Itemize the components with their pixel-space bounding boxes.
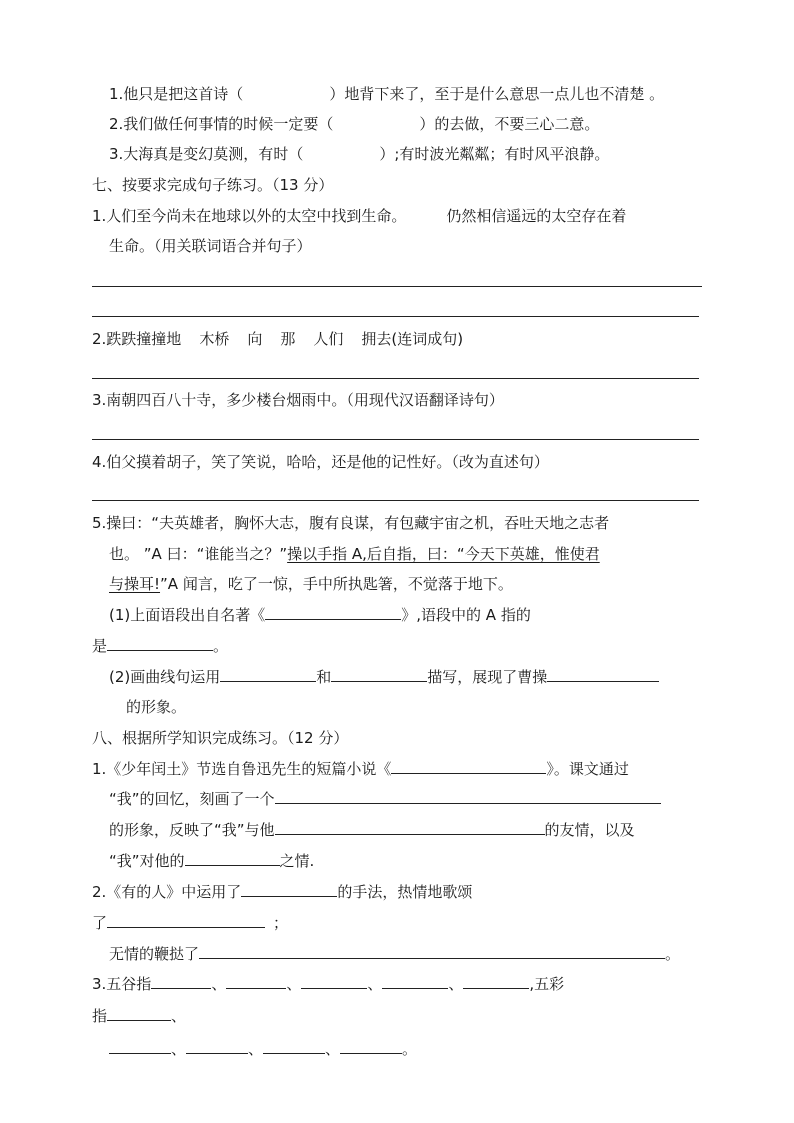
s8-q1-novel-blank[interactable] — [391, 759, 546, 774]
s8-q3-separator: 、 — [171, 1040, 187, 1058]
s8-q1-text-e: 的友情，以及 — [544, 821, 635, 839]
s7-q5-sub2 — [109, 667, 659, 687]
s8-q3-grain-blank-5[interactable] — [463, 974, 529, 989]
s7-q5-sub1-text-a: (1)上面语段出自名著《 — [109, 606, 266, 624]
s8-q3-color-blank-1[interactable] — [107, 1006, 171, 1021]
s7-q5-sub2-text-c: 描写，展现了曹操 — [427, 668, 548, 686]
s8-q2-text-a: 2.《有的人》中运用了 — [92, 883, 242, 901]
s7-q1-answer-line-1[interactable] — [92, 286, 702, 287]
s8-q2-criticize-blank[interactable] — [199, 944, 665, 959]
s8-q3-grain-blank-3[interactable] — [301, 974, 367, 989]
s8-q1-text-f: “我”对他的 — [109, 852, 185, 870]
s7-q5-sub2-text-b: 和 — [316, 668, 332, 686]
s8-q1-text-d: 的形象，反映了“我”与他 — [109, 821, 275, 839]
s7-q5-line1: 5.操曰：“夫英雄者，胸怀大志，腹有良谋，有包藏宇宙之机，吞吐天地之志者 — [92, 514, 610, 532]
s8-q2-line3 — [109, 944, 680, 964]
s8-q2-text-b: 的手法，热情地歌颂 — [337, 883, 473, 901]
s6-q3-text-b: ）;有时波光粼粼；有时风平浪静。 — [379, 145, 610, 163]
s8-q1-line2 — [109, 789, 661, 809]
s6-q3-text-a: 3.大海真是变幻莫测，有时（ — [109, 145, 304, 163]
s8-q1-friendship-blank[interactable] — [275, 820, 545, 835]
s8-q3-line2 — [92, 1006, 186, 1026]
s7-q5-sub2-text-a: (2)画曲线句运用 — [109, 668, 221, 686]
s8-q3-separator: 、 — [448, 975, 464, 993]
s8-q3-separator: 、 — [171, 1007, 187, 1025]
s8-q2-text-f: 。 — [665, 945, 681, 963]
s7-q5-text-2a: 也。 ”A 曰：“谁能当之？” — [109, 545, 288, 563]
s8-q3-grain-blank-2[interactable] — [226, 974, 286, 989]
s8-q1-line4 — [109, 851, 314, 871]
s8-q3-separator: 、 — [248, 1040, 264, 1058]
s8-q3-text-c: 指 — [92, 1007, 108, 1025]
s8-q3-text-a: 3.五谷指 — [92, 975, 152, 993]
s7-q1-text-a: 1.人们至今尚未在地球以外的太空中找到生命。 — [92, 207, 407, 225]
s7-q5-image-blank[interactable] — [547, 667, 659, 682]
s7-q5-sub1-text-c: 是 — [92, 637, 108, 655]
s7-q5-person-blank[interactable] — [107, 636, 213, 651]
s8-q3-color-blank-5[interactable] — [340, 1039, 402, 1054]
s7-q5-sub1 — [109, 605, 531, 625]
s7-q1-line1 — [92, 206, 626, 226]
s8-q3-line1 — [92, 974, 564, 994]
s7-q5-sub2-cont: 的形象。 — [126, 698, 187, 716]
s7-q2-answer-line[interactable] — [92, 378, 699, 379]
s7-q2-word-5: 人们 — [313, 330, 344, 348]
s7-q1-text-b: 仍然相信遥远的太空存在着 — [446, 207, 627, 225]
s7-q2-word-1: 2.跌跌撞撞地 — [92, 330, 182, 348]
s7-q1-answer-line-2[interactable] — [92, 316, 699, 317]
s8-q3-color-blank-2[interactable] — [109, 1039, 171, 1054]
s8-q1-line3 — [109, 820, 635, 840]
s8-q2-line2 — [92, 913, 288, 933]
s7-q1-line2: 生命。（用关联词语合并句子） — [109, 237, 312, 255]
s8-q3-grain-blank-4[interactable] — [382, 974, 448, 989]
s8-q1-text-b: 》。课文通过 — [546, 760, 629, 778]
s8-q2-text-d: ； — [273, 914, 289, 932]
s7-q2-word-6: 拥去(连词成句) — [361, 330, 464, 348]
s7-q5-underlined-3a: 与操耳! — [109, 575, 161, 593]
s7-q5-method-blank-2[interactable] — [331, 667, 427, 682]
s6-q2-text-a: 2.我们做任何事情的时候一定要（ — [109, 115, 334, 133]
s7-q5-sub1-cont — [92, 636, 228, 656]
s8-q3-color-blank-4[interactable] — [263, 1039, 325, 1054]
s8-title: 八、根据所学知识完成练习。（12 分） — [92, 729, 349, 747]
s7-q5-text-3b: ”A 闻言，吃了一惊，手中所执匙箸，不觉落于地下。 — [160, 575, 513, 593]
s8-q2-line1 — [92, 882, 472, 902]
s7-q5-underlined-2b: 操以手指 A,后自指，曰：“今天下英雄，惟使君 — [287, 545, 600, 563]
s7-q2-word-3: 向 — [247, 330, 263, 348]
s8-q1-image-blank[interactable] — [275, 789, 661, 804]
s7-q5-line3 — [109, 574, 513, 594]
s8-q2-praise-blank[interactable] — [107, 913, 265, 928]
s7-q2-word-4: 那 — [280, 330, 296, 348]
s7-q5-sub1-text-b: 》,语段中的 A 指的 — [401, 606, 531, 624]
s7-q2 — [92, 329, 463, 349]
s8-q3-line3 — [109, 1039, 417, 1059]
s8-q3-text-b: ,五彩 — [529, 975, 565, 993]
s8-q2-text-e: 无情的鞭挞了 — [109, 945, 200, 963]
s8-q3-text-d: 。 — [402, 1040, 418, 1058]
s7-q5-sub1-text-d: 。 — [213, 637, 229, 655]
s7-title: 七、按要求完成句子练习。（13 分） — [92, 176, 334, 194]
s8-q1-text-c: “我”的回忆，刻画了一个 — [109, 790, 275, 808]
s8-q3-color-blank-3[interactable] — [186, 1039, 248, 1054]
s7-q5-book-blank[interactable] — [265, 605, 401, 620]
s6-q1-text-a: 1.他只是把这首诗（ — [109, 85, 244, 103]
s6-q2-text-b: ）的去做，不要三心二意。 — [419, 115, 600, 133]
s7-q4-answer-line[interactable] — [92, 500, 699, 501]
s8-q2-text-c: 了 — [92, 914, 108, 932]
s8-q1-feeling-blank[interactable] — [185, 851, 280, 866]
s8-q3-grain-blank-1[interactable] — [151, 974, 211, 989]
s6-q2 — [109, 114, 599, 134]
s6-q1 — [109, 84, 664, 104]
s8-q3-separator: 、 — [286, 975, 302, 993]
s8-q3-separator: 、 — [367, 975, 383, 993]
s8-q3-separator: 、 — [325, 1040, 341, 1058]
s7-q5-line2 — [109, 544, 600, 564]
s7-q3-answer-line[interactable] — [92, 439, 699, 440]
s8-q1-text-a: 1.《少年闰土》节选自鲁迅先生的短篇小说《 — [92, 760, 392, 778]
s8-q2-technique-blank[interactable] — [241, 882, 337, 897]
s7-q3: 3.南朝四百八十寺，多少楼台烟雨中。（用现代汉语翻译诗句） — [92, 391, 504, 409]
s6-q1-text-b: ）地背下来了，至于是什么意思一点儿也不清楚 。 — [329, 85, 665, 103]
s8-q1-text-g: 之情. — [279, 852, 315, 870]
s7-q2-word-2: 木桥 — [199, 330, 230, 348]
s6-q3 — [109, 144, 609, 164]
s7-q4: 4.伯父摸着胡子，笑了笑说，哈哈，还是他的记性好。（改为直述句） — [92, 453, 549, 471]
s8-q1-line1 — [92, 759, 629, 779]
s8-q3-separator: 、 — [211, 975, 227, 993]
s7-q5-method-blank-1[interactable] — [220, 667, 316, 682]
